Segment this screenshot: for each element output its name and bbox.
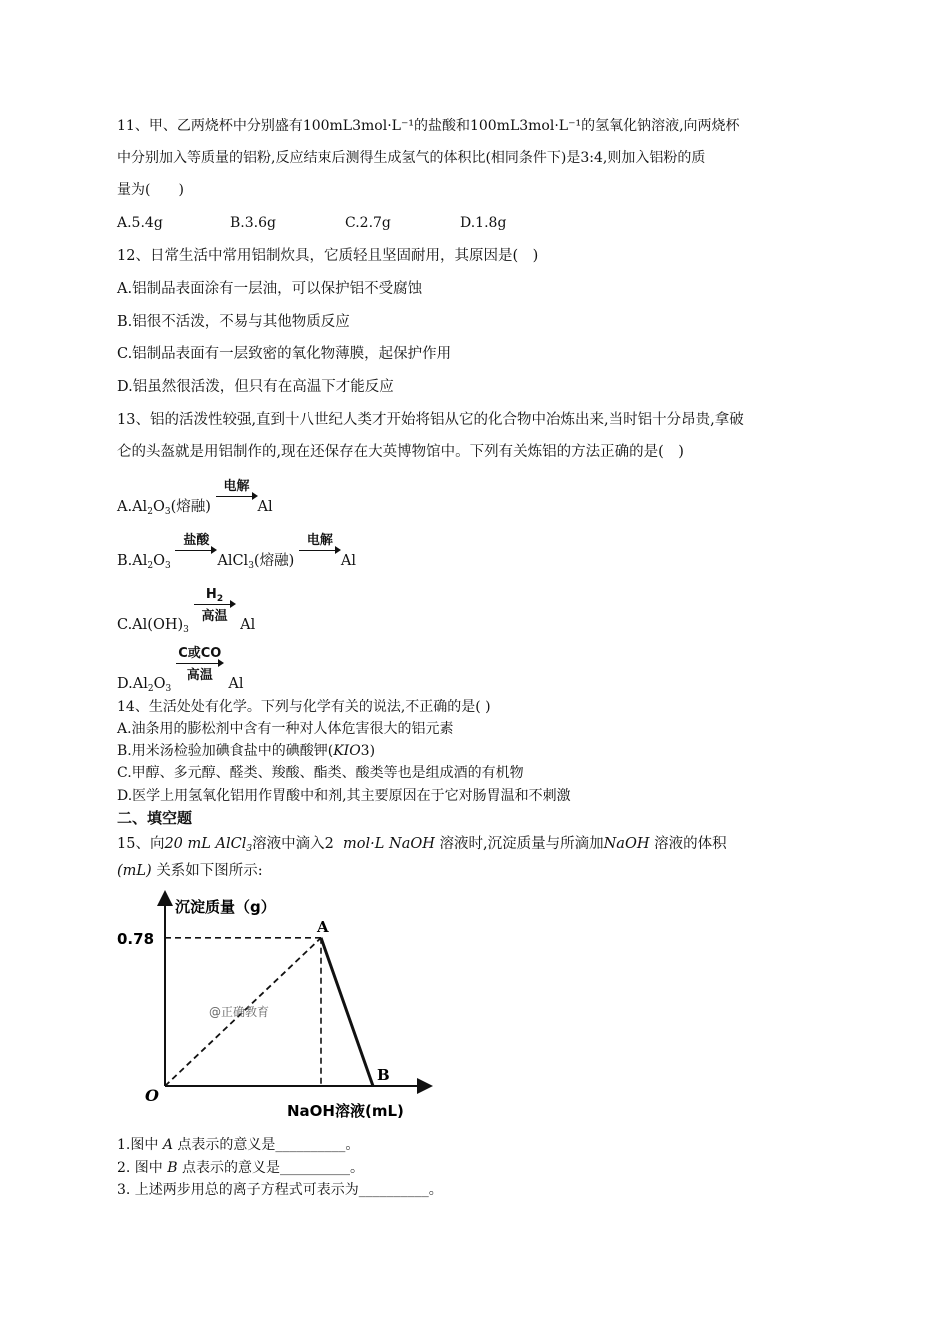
q11-options xyxy=(117,213,506,233)
reaction-arrow: 电解 xyxy=(299,545,341,565)
q15-sub3: 3. 上述两步用总的离子方程式可表示为__________。 xyxy=(117,1182,443,1198)
q11-line3: 量为( ) xyxy=(117,182,184,198)
point-label-a: A xyxy=(317,917,329,936)
q13-line2: 仑的头盔就是用铝制作的,现在还保存在大英博物馆中。下列有关炼铝的方法正确的是( ) xyxy=(117,444,684,460)
y-tick-label: 0.78 xyxy=(117,930,155,948)
watermark: @正确教育 xyxy=(209,1005,270,1019)
q13-option-c: $C.Al(OH)_3$ $H_2$ 高温 Al xyxy=(117,587,256,635)
precipitate-chart xyxy=(117,888,437,1128)
q13-option-b: $B.Al_2O_3$ 盐酸 AlCl$_3$(熔融) 电解 Al xyxy=(117,533,356,571)
origin-label: O xyxy=(145,1086,159,1105)
q14-stem: 14、生活处处有化学。下列与化学有关的说法,不正确的是( ) xyxy=(117,699,491,715)
q12-option-c: C.铝制品表面有一层致密的氧化物薄膜，起保护作用 xyxy=(117,346,452,362)
q14-option-c: C.甲醇、多元醇、醛类、羧酸、酯类、酸类等也是组成酒的有机物 xyxy=(117,765,524,781)
q11-option-c: C.2.7g xyxy=(345,215,391,231)
q15-line1: 15、向20 mL AlCl$_3$溶液中滴入2 mol·L NaOH 溶液时,沉淀质量与所滴加NaOH 溶液的体积 xyxy=(117,836,727,854)
q13-line1: 13、铝的活泼性较强,直到十八世纪人类才开始将铝从它的化合物中冶炼出来,当时铝十分昂贵,拿破 xyxy=(117,412,744,428)
q13-option-a: $A.Al_2O_3$(熔融) 电解 Al xyxy=(117,479,273,517)
q13-option-d: $D.Al_2O_3$ C或CO 高温 Al xyxy=(117,646,244,694)
q14-option-b: B.用米汤检验加碘食盐中的碘酸钾(KIO3) xyxy=(117,743,376,759)
q11-option-b: B.3.6g xyxy=(230,215,276,231)
q11-line2: 中分别加入等质量的铝粉,反应结束后测得生成氢气的体积比(相同条件下)是3:4,则加入铝粉的质 xyxy=(117,150,706,166)
q11-line1: 11、甲、乙两烧杯中分别盛有100mL3mol·L⁻¹的盐酸和100mL3mol·L⁻¹的氢氧化钠溶液,向两烧杯 xyxy=(117,118,740,134)
q11-option-a: A.5.4g xyxy=(117,215,163,231)
reaction-arrow: 电解 xyxy=(216,491,258,511)
q15-sub2: 2. 图中 B 点表示的意义是__________。 xyxy=(117,1160,365,1176)
reaction-arrow: $H_2$ 高温 xyxy=(194,599,236,619)
q12-option-b: B.铝很不活泼，不易与其他物质反应 xyxy=(117,314,350,330)
reaction-arrow: C或CO 高温 xyxy=(176,658,224,678)
q12-stem: 12、日常生活中常用铝制炊具，它质轻且坚固耐用，其原因是( ) xyxy=(117,248,539,264)
q14-option-a: A.油条用的膨松剂中含有一种对人体危害很大的铝元素 xyxy=(117,721,454,737)
point-label-b: B xyxy=(377,1066,390,1084)
x-axis-label: NaOH溶液(mL) xyxy=(287,1102,404,1120)
q15-line2: (mL) 关系如下图所示: xyxy=(117,863,263,879)
q15-sub1: 1.图中 A 点表示的意义是__________。 xyxy=(117,1137,360,1153)
q12-option-a: A.铝制品表面涂有一层油，可以保护铝不受腐蚀 xyxy=(117,281,423,297)
series-fall-solid xyxy=(321,938,373,1086)
q11-option-d: D.1.8g xyxy=(460,215,507,231)
y-axis-label: 沉淀质量（g） xyxy=(175,898,276,916)
q12-option-d: D.铝虽然很活泼，但只有在高温下才能反应 xyxy=(117,379,394,395)
q14-option-d: D.医学上用氢氧化铝用作胃酸中和剂,其主要原因在于它对肠胃温和不刺激 xyxy=(117,788,571,804)
section-title: 二、填空题 xyxy=(117,809,193,827)
reaction-arrow: 盐酸 xyxy=(175,545,217,565)
